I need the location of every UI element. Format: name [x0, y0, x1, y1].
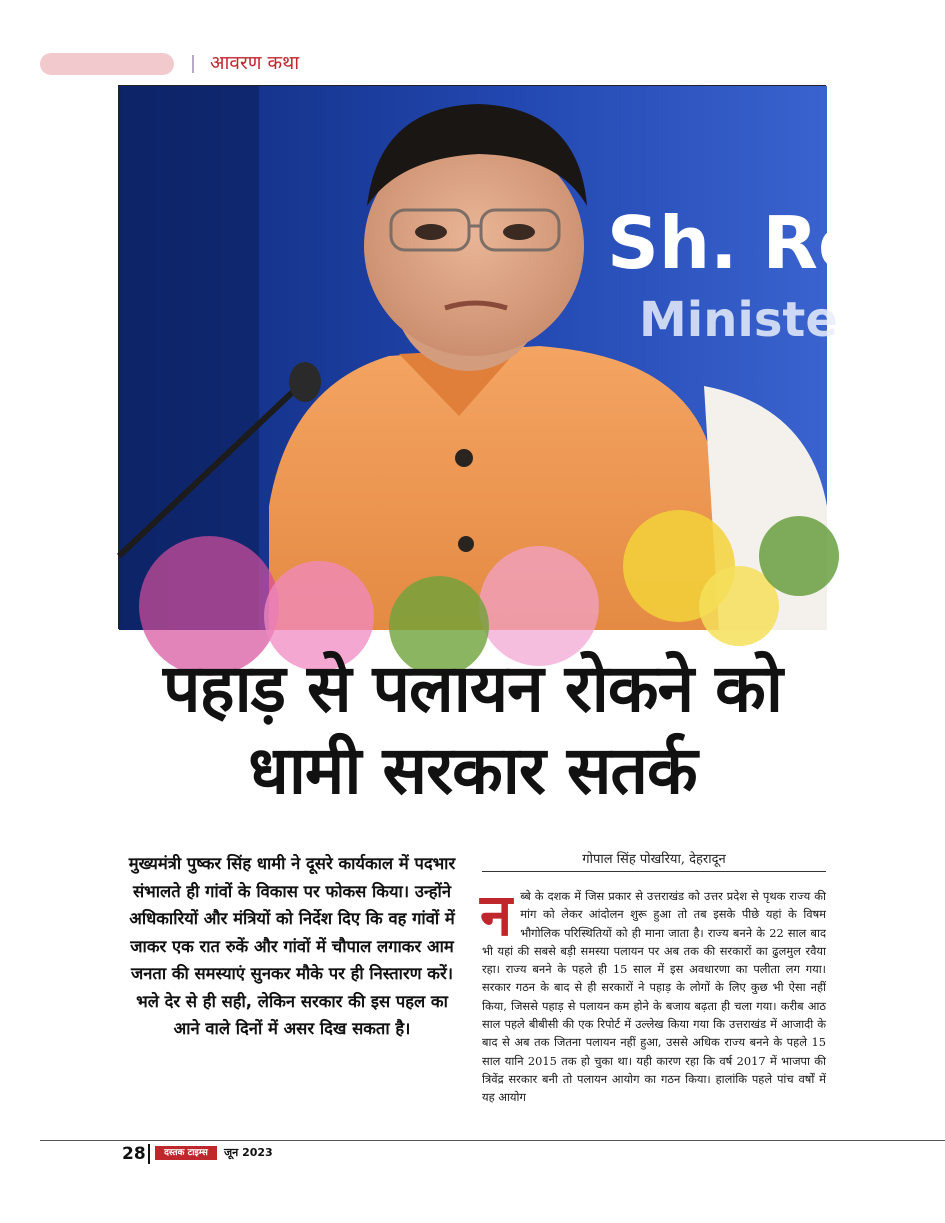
headline-line-2: धामी सरकार सतर्क [248, 732, 697, 809]
intro-paragraph: मुख्यमंत्री पुष्कर सिंह धामी ने दूसरे कार्यकाल में पदभार संभालते ही गांवों के विकास पर फोकस किया। उन्होंने अधिकारियों और मंत्रियों को निर्देश दिए कि वह गांवों में जाकर एक रात रुकें और गांवों में चौपाल लगाकर आम जनता की समस्याएं सुनकर मौके पर ही निस्तारण करें। भले देर से ही सही, लेकिन सरकार की इस पहल का आने वाले दिनों में असर दिख सकता है। [128, 854, 456, 1038]
page-number: 28 [122, 1144, 146, 1164]
footer-separator [148, 1144, 150, 1164]
magazine-logo: दस्तक टाइम्स [155, 1146, 217, 1160]
headline [0, 648, 945, 812]
section-label: आवरण कथा [210, 52, 300, 74]
headline-line-1: पहाड़ से पलायन रोकने को [163, 650, 782, 727]
article-text: ब्बे के दशक में जिस प्रकार से उत्तराखंड को उत्तर प्रदेश से पृथक राज्य की मांग को लेकर आंदोलन शुरू हुआ तो तब इसके पीछे यहां के विषम भौगोलिक परिस्थितियों को ही माना जाता है। राज्य बनने के 22 साल बाद भी यहां की सबसे बड़ी समस्या पलायन पर अब तक की सरकारों का ढुलमुल रवैया रहा। राज्य बनने के पहले ही 15 साल में इस अवधारणा का पलीता लग गया। सरकार गठन के बाद से ही सरकारों ने पहाड़ के लोगों के लिए कुछ भी ऐसा नहीं किया, जिससे पहाड़ से पलायन कम होने के बजाय बढ़ता ही चला गया। करीब आठ साल पहले बीबीसी की एक रिपोर्ट में उल्लेख किया गया कि उत्तराखंड में आजादी के बाद से अब तक जितना पलायन नहीं हुआ, उससे अधिक राज्य बनने के पहले 15 साल यानि 2015 तक हो चुका था। यही कारण रहा कि वर्ष 2017 में भाजपा की त्रिवेंद्र सरकार बनी तो पलायन आयोग का गठन किया। हालांकि पहले पांच वर्षों में यह आयोग [482, 889, 826, 1105]
cover-photo [118, 85, 868, 629]
backdrop-text-2: Ministe [639, 292, 838, 348]
byline-rule [482, 871, 826, 872]
backdrop-text-1: Sh. Ro [607, 201, 868, 285]
header-separator [192, 55, 194, 73]
header-decor-pill [40, 53, 174, 75]
issue-date: जून 2023 [224, 1146, 273, 1159]
footer-rule [40, 1140, 945, 1141]
dropcap: न [480, 881, 513, 949]
article-body [480, 881, 826, 1123]
cover-photo-illustration [119, 86, 868, 630]
byline: गोपाल सिंह पोखरिया, देहरादून [582, 852, 726, 867]
